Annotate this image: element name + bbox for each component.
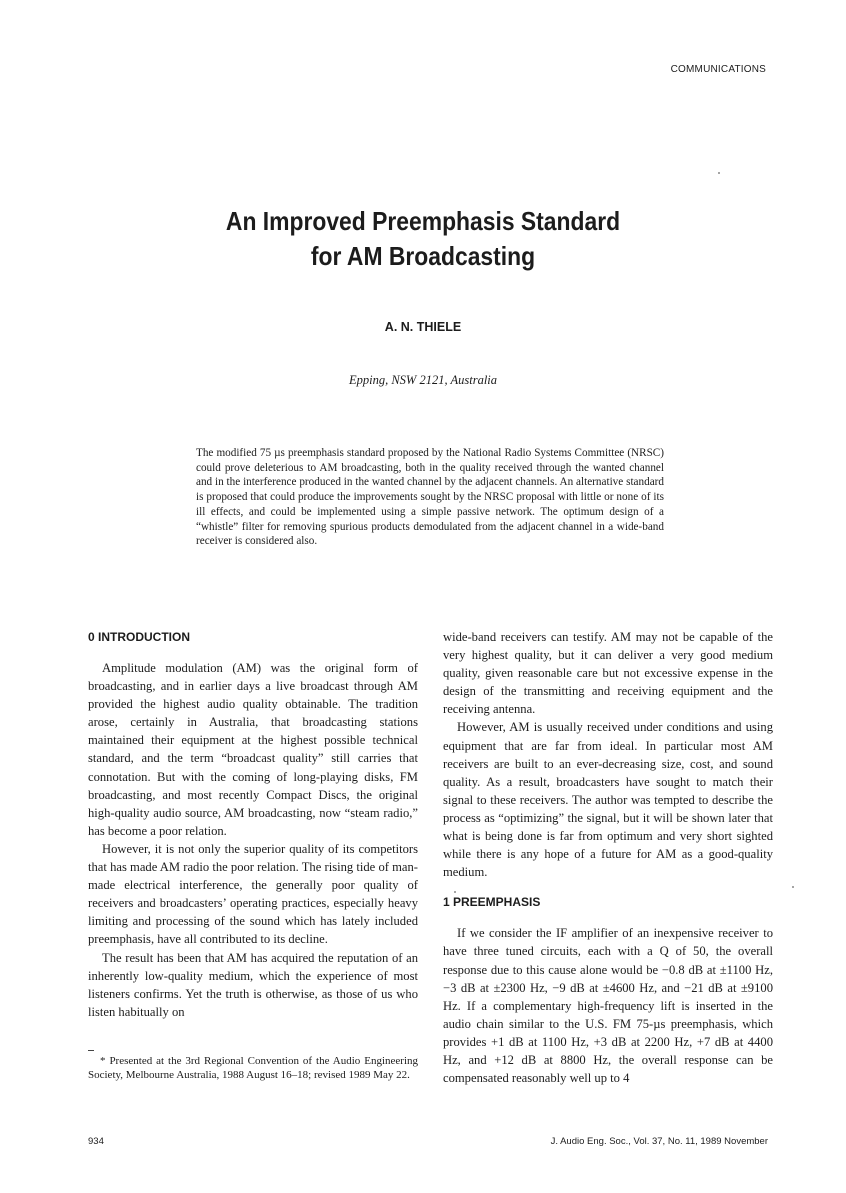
abstract: The modified 75 µs preemphasis standard proposed by the National Radio Systems Committee (NRSC) could prove deleterious to AM broadcasting, both in the quality received through the wanted channel and in the interference produced in the wanted channel by the adjacent channels. An alternative standard is proposed that could produce the improvements sought by the NRSC proposal with little or none of its ill effects, and could be implemented using a simple passive network. The optimum design of a “whistle” filter for removing spurious products demodulated from the adjacent channel in a wide-band receiver is considered also. <box>196 447 664 548</box>
title-line-1: An Improved Preemphasis Standard <box>225 206 621 236</box>
author-affiliation: Epping, NSW 2121, Australia <box>348 373 498 387</box>
journal-citation: J. Audio Eng. Soc., Vol. 37, No. 11, 1989 November <box>550 1136 768 1147</box>
scan-speck <box>718 172 720 174</box>
article-title <box>51 204 795 274</box>
footnote-rule <box>88 1050 94 1051</box>
body-paragraph: However, it is not only the superior quality of its competitors that has made AM radio the poor relation. The rising tide of man-made electrical interference, the generally poor quality of receivers and broadcasters’ operating practices, especially heavy limiting and processing of the sound which has lately included preemphasis, have all contributed to its decline. <box>88 841 418 947</box>
body-paragraph: Amplitude modulation (AM) was the original form of broadcasting, and in earlier days a live broadcast through AM provided the highest audio quality obtainable. The tradition arose, certainly in Australia, that broadcasting stations maintained their equipment at the highest possible technical standard, and the term “broadcast quality” still carries that connotation. But with the coming of long-playing disks, FM broadcasting, and most recently Compact Discs, the original high-quality audio source, AM broadcasting, now “steam radio,” has become a poor relation. <box>88 661 418 838</box>
footnote: * Presented at the 3rd Regional Convention of the Audio Engineering Society, Melbourne Australia, 1988 August 16–18; revised 1989 May 22. <box>88 1055 418 1081</box>
scan-speck <box>792 886 794 888</box>
section-label: COMMUNICATIONS <box>670 64 766 75</box>
section-heading-preemphasis: 1 PREEMPHASIS <box>443 895 541 910</box>
body-paragraph: The result has been that AM has acquired the reputation of an inherently low-quality medium, which the experience of most listeners confirms. Yet the truth is otherwise, as those of us who listen habitually on <box>88 950 418 1019</box>
title-line-2: for AM Broadcasting <box>310 241 536 271</box>
page-number: 934 <box>88 1136 104 1147</box>
right-column <box>443 628 773 1087</box>
left-column <box>88 628 418 1021</box>
body-paragraph: If we consider the IF amplifier of an inexpensive receiver to have three tuned circuits, each with a Q of 50, the overall response due to this cause alone would be −0.8 dB at ±1100 Hz, −3 dB at ±2300 Hz, −9 dB at ±4600 Hz, and −21 dB at ±9100 Hz. If a complementary high-frequency lift is inserted in the audio chain similar to the U.S. FM 75-µs preemphasis, which provides +1 dB at 1100 Hz, +3 dB at 2200 Hz, +7 dB at 4400 Hz, and +12 dB at 8800 Hz, the overall response can be compensated reasonably well up to 4 <box>443 926 773 1086</box>
scan-speck <box>454 891 456 893</box>
author-name: A. N. THIELE <box>384 320 462 334</box>
section-heading-introduction: 0 INTRODUCTION <box>88 630 190 644</box>
body-paragraph-continued: wide-band receivers can testify. AM may not be capable of the very highest quality, but it can deliver a very good medium quality, given reasonable care but not excessive expense in the design of the transmitting and receiving equipment and the receiving antenna. <box>443 630 773 717</box>
body-paragraph: However, AM is usually received under conditions and using equipment that are far from ideal. In particular most AM receivers are built to an ever-decreasing size, cost, and sound quality. As a result, broadcasters have sought to match their signal to these receivers. The author was tempted to describe the process as “optimizing” the signal, but it will be shown later that what is being done is far from optimum and very short sighted while there is any hope of a future for AM as a good-quality medium. <box>443 720 773 880</box>
